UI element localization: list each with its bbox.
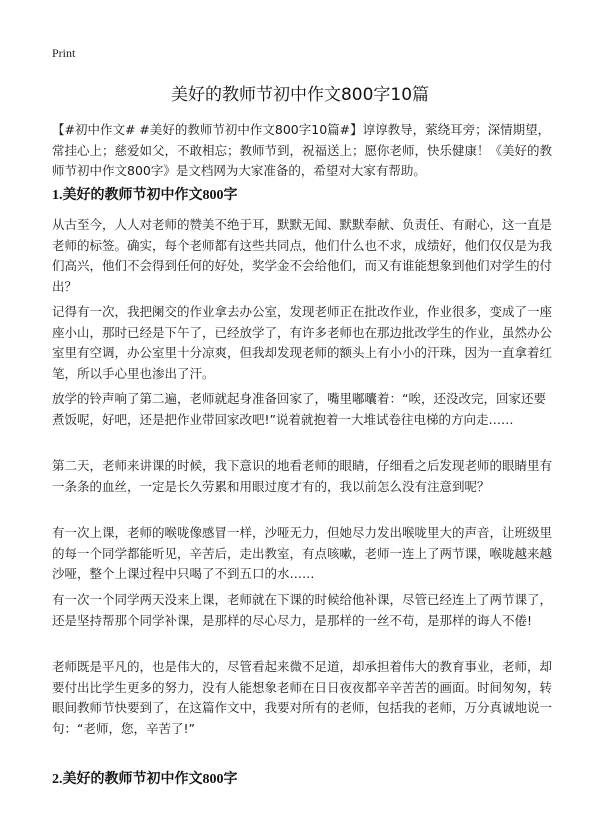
- section-heading-1: 1.美好的教师节初中作文800字: [52, 188, 238, 203]
- body-paragraph-3: 放学的铃声响了第二遍，老师就起身准备回家了，嘴里嘟囔着：“唉，还没改完，回家还要煮饭呢，好吧，还是把作业带回家改吧!”说着就抱着一大堆试卷往电梯的方向走……: [52, 391, 546, 427]
- body-paragraph-4: 第二天，老师来讲课的时候，我下意识的地看老师的眼睛，仔细看之后发现老师的眼睛里有一条条的血丝，一定是长久劳累和用眼过度才有的，我以前怎么没有注意到呢？: [52, 458, 553, 494]
- section-heading-2: 2.美好的教师节初中作文800字: [52, 772, 238, 787]
- body-paragraph-5: 有一次上课，老师的喉咙像感冒一样，沙哑无力，但她尽力发出喉咙里大的声音，让班级里的每一个同学都能听见，辛苦后，走出教室，有点咳嗽，老师一连上了两节课，喉咙越来越沙哑，整个上课过程中只喝了不到五口的水……: [52, 525, 553, 581]
- print-link[interactable]: Print: [52, 46, 76, 60]
- page-title: 美好的教师节初中作文800字10篇: [170, 85, 430, 105]
- body-paragraph-7: 老师既是平凡的，也是伟大的，尽管看起来微不足道，却承担着伟大的教育事业，老师，却要付出比学生更多的努力，没有人能想象老师在日日夜夜都辛辛苦苦的画面。时间匆匆，转眼间教师节快要到了，在这篇作文中，我要对所有的老师，包括我的老师，万分真诚地说一句：“老师，您，辛苦了!”: [52, 659, 553, 736]
- body-paragraph-6: 有一次一个同学两天没来上课，老师就在下课的时候给他补课，尽管已经连上了两节课了，还是坚持帮那个同学补课，是那样的尽心尽力，是那样的一丝不苟，是那样的诲人不倦!: [52, 592, 553, 628]
- intro-paragraph: 【#初中作文# #美好的教师节初中作文800字10篇#】谆谆教导，萦绕耳旁；深情期望，常挂心上；慈爱如父，不敢相忘；教师节到，祝福送上；愿你老师，快乐健康！《美好的教师节初中作文800字》是文档网为大家准备的，希望对大家有帮助。: [52, 122, 553, 178]
- body-paragraph-2: 记得有一次，我把阑交的作业拿去办公室，发现老师正在批改作业，作业很多，变成了一座座小山，那时已经是下午了，已经放学了，有许多老师也在那边批改学生的作业，虽然办公室里有空调，办公室里十分凉爽，但我却发现老师的额头上有小小的汗珠，因为一直拿着红笔，所以手心里也渗出了汗。: [52, 304, 553, 381]
- body-paragraph-1: 从古至今，人人对老师的赞美不绝于耳，默默无闻、默默奉献、负责任、有耐心，这一直是老师的标签。确实，每个老师都有这些共同点，他们什么也不求，成绩好，他们仅仅是为我们高兴，他们不会得到任何的好处，奖学金不会给他们，而又有谁能想象到他们对学生的付出？: [52, 217, 553, 294]
